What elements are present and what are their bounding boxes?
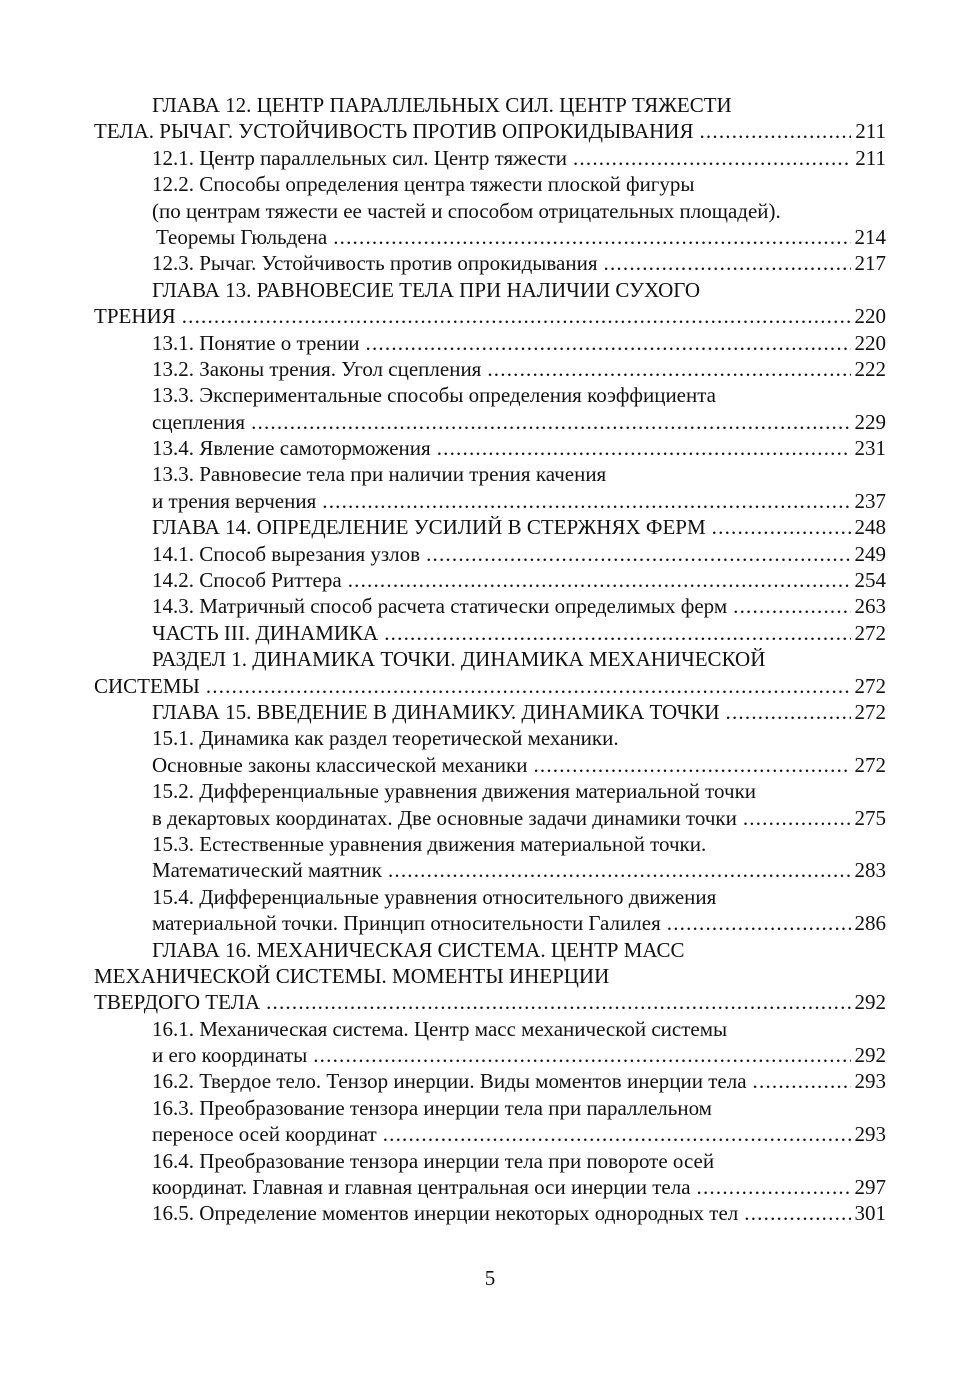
toc-line (94, 1148, 886, 1174)
toc-line (94, 1121, 886, 1147)
toc-line (94, 725, 886, 751)
toc-line (94, 778, 886, 804)
toc-line (94, 514, 886, 540)
toc-entry-text: ГЛАВА 12. ЦЕНТР ПАРАЛЛЕЛЬНЫХ СИЛ. ЦЕНТР ТЯЖЕСТИ (152, 93, 732, 117)
toc-line (94, 884, 886, 910)
toc-entry-text: ЧАСТЬ III. ДИНАМИКА (152, 620, 379, 645)
toc-line (94, 409, 886, 435)
toc-page-number: 211 (855, 145, 886, 170)
toc-page-number: 220 (854, 330, 886, 355)
dot-leader (333, 224, 850, 250)
toc-page-number: 272 (854, 699, 886, 724)
toc-page-number: 217 (854, 251, 886, 276)
toc-page-number: 263 (854, 594, 886, 619)
toc-page-number: 211 (855, 119, 886, 144)
dot-leader (437, 435, 851, 461)
toc-page-number: 249 (854, 541, 886, 566)
dot-leader (726, 699, 851, 725)
toc-line (94, 673, 886, 699)
toc-line (94, 224, 886, 250)
toc-line (94, 250, 886, 276)
toc-entry-text: 16.5. Определение моментов инерции некоторых однородных тел (152, 1201, 739, 1226)
toc-entry-text: ТЕЛА. РЫЧАГ. УСТОЙЧИВОСТЬ ПРОТИВ ОПРОКИДЫВАНИЯ (94, 119, 694, 144)
dot-leader (744, 1200, 850, 1226)
toc-line (94, 118, 886, 144)
dot-leader (388, 857, 851, 883)
toc-entry-text: 14.1. Способ вырезания узлов (152, 541, 421, 566)
toc-entry-text: 16.3. Преобразование тензора инерции тела при параллельном (152, 1095, 712, 1120)
toc-entry-text: и его координаты (152, 1043, 308, 1068)
toc-page-number: 293 (854, 1122, 886, 1147)
toc-entry-text: и трения верчения (152, 488, 317, 513)
dot-leader (322, 488, 850, 514)
toc-page-number: 220 (854, 304, 886, 329)
toc-line (94, 831, 886, 857)
toc-page-number: 229 (854, 409, 886, 434)
toc-entry-text: МЕХАНИЧЕСКОЙ СИСТЕМЫ. МОМЕНТЫ ИНЕРЦИИ (94, 963, 610, 988)
dot-leader (426, 541, 850, 567)
toc-entry-text: координат. Главная и главная центральная оси инерции тела (152, 1175, 691, 1200)
dot-leader (348, 567, 851, 593)
toc-page-number: 237 (854, 488, 886, 513)
toc-line (94, 145, 886, 171)
toc-page-number: 292 (854, 1043, 886, 1068)
dot-leader (251, 409, 850, 435)
dot-leader (733, 593, 850, 619)
toc-page-number: 286 (854, 911, 886, 936)
toc-entry-text: 13.3. Экспериментальные способы определения коэффициента (152, 383, 716, 408)
toc-entry-text: РАЗДЕЛ 1. ДИНАМИКА ТОЧКИ. ДИНАМИКА МЕХАНИЧЕСКОЙ (152, 647, 766, 672)
dot-leader (699, 118, 851, 144)
toc-page-number: 275 (854, 805, 886, 830)
toc-entry-text: материальной точки. Принцип относительности Галилея (152, 911, 661, 936)
toc-line (94, 171, 886, 197)
dot-leader (366, 330, 851, 356)
toc-line (94, 857, 886, 883)
toc-entry-text: 13.3. Равновесие тела при наличии трения качения (152, 462, 607, 487)
toc-entry-text: в декартовых координатах. Две основные задачи динамики точки (152, 805, 737, 830)
toc-page-number: 272 (854, 752, 886, 777)
dot-leader (604, 250, 851, 276)
toc-entry-text: 12.1. Центр параллельных сил. Центр тяжести (152, 145, 567, 170)
toc-entry-text: ГЛАВА 16. МЕХАНИЧЕСКАЯ СИСТЕМА. ЦЕНТР МАСС (152, 937, 685, 962)
dot-leader (383, 1121, 851, 1147)
toc-entry-text: 15.2. Дифференциальные уравнения движения материальной точки (152, 779, 757, 804)
toc-entry-text: 15.3. Естественные уравнения движения материальной точки. (152, 831, 707, 856)
toc-line (94, 646, 886, 672)
toc-entry-text: 14.2. Способ Риттера (152, 568, 342, 593)
toc-page-number: 293 (854, 1069, 886, 1094)
dot-leader (712, 514, 851, 540)
toc-page-number: 301 (854, 1201, 886, 1226)
toc-page-number: 297 (854, 1175, 886, 1200)
toc-page-number: 283 (854, 858, 886, 883)
toc-entry-text: СИСТЕМЫ (94, 673, 200, 698)
dot-leader (667, 910, 851, 936)
toc-line (94, 382, 886, 408)
toc-entry-text: ГЛАВА 14. ОПРЕДЕЛЕНИЕ УСИЛИЙ В СТЕРЖНЯХ ФЕРМ (152, 515, 706, 540)
toc-line (94, 752, 886, 778)
toc-entry-text: 12.2. Способы определения центра тяжести плоской фигуры (152, 172, 695, 197)
toc-page-number: 292 (854, 990, 886, 1015)
toc-line (94, 1042, 886, 1068)
toc-line (94, 567, 886, 593)
toc-entry-text: Основные законы классической механики (152, 752, 528, 777)
toc-line (94, 699, 886, 725)
toc-line (94, 461, 886, 487)
toc-entry-text: ГЛАВА 13. РАВНОВЕСИЕ ТЕЛА ПРИ НАЛИЧИИ СУХОГО (152, 277, 701, 302)
toc-line (94, 620, 886, 646)
toc-entry-text: ТРЕНИЯ (94, 304, 176, 329)
dot-leader (384, 620, 850, 646)
toc-line (94, 963, 886, 989)
toc-line (94, 435, 886, 461)
toc-page-number: 231 (854, 436, 886, 461)
toc-line (94, 1068, 886, 1094)
toc-entry-text: 13.4. Явление самоторможения (152, 436, 431, 461)
toc-entry-text: ГЛАВА 15. ВВЕДЕНИЕ В ДИНАМИКУ. ДИНАМИКА ТОЧКИ (152, 699, 720, 724)
toc-line (94, 198, 886, 224)
toc-page-number: 214 (854, 224, 886, 249)
toc-entry-text: 16.4. Преобразование тензора инерции тела при повороте осей (152, 1148, 715, 1173)
toc-entry-text: сцепления (152, 409, 246, 434)
toc-page-number: 222 (854, 356, 886, 381)
toc-line (94, 1200, 886, 1226)
toc-entry-text: 16.2. Твердое тело. Тензор инерции. Виды моментов инерции тела (152, 1069, 747, 1094)
toc-line (94, 277, 886, 303)
dot-leader (533, 752, 850, 778)
toc-line (94, 330, 886, 356)
dot-leader (753, 1068, 851, 1094)
table-of-contents (94, 92, 886, 1227)
dot-leader (743, 805, 851, 831)
toc-entry-text: 15.4. Дифференциальные уравнения относительного движения (152, 884, 717, 909)
toc-line (94, 1095, 886, 1121)
toc-entry-text: 15.1. Динамика как раздел теоретической механики. (152, 726, 619, 751)
toc-line (94, 303, 886, 329)
toc-page-number: 272 (854, 673, 886, 698)
toc-line (94, 1174, 886, 1200)
dot-leader (313, 1042, 850, 1068)
dot-leader (266, 989, 850, 1015)
dot-leader (182, 303, 851, 329)
toc-entry-text: 13.2. Законы трения. Угол сцепления (152, 356, 482, 381)
toc-entry-text: ТВЕРДОГО ТЕЛА (94, 990, 261, 1015)
dot-leader (573, 145, 851, 171)
toc-line (94, 593, 886, 619)
dot-leader (697, 1174, 851, 1200)
toc-entry-text: 13.1. Понятие о трении (152, 330, 360, 355)
toc-entry-text: 16.1. Механическая система. Центр масс механической системы (152, 1016, 728, 1041)
toc-line (94, 92, 886, 118)
toc-line (94, 937, 886, 963)
dot-leader (206, 673, 851, 699)
toc-entry-text: Теоремы Гюльдена (156, 224, 328, 249)
toc-entry-text: переносе осей координат (152, 1122, 377, 1147)
toc-page-number: 254 (854, 568, 886, 593)
toc-line (94, 1016, 886, 1042)
toc-page-number: 272 (854, 620, 886, 645)
toc-entry-text: (по центрам тяжести ее частей и способом отрицательных площадей). (152, 198, 781, 223)
dot-leader (487, 356, 850, 382)
toc-entry-text: Математический маятник (152, 858, 382, 883)
toc-line (94, 805, 886, 831)
toc-line (94, 989, 886, 1015)
toc-line (94, 910, 886, 936)
toc-entry-text: 14.3. Матричный способ расчета статически определимых ферм (152, 594, 728, 619)
toc-line (94, 356, 886, 382)
toc-line (94, 488, 886, 514)
toc-page-number: 248 (854, 515, 886, 540)
toc-line (94, 541, 886, 567)
page-number: 5 (484, 1266, 496, 1290)
toc-entry-text: 12.3. Рычаг. Устойчивость против опрокидывания (152, 251, 598, 276)
